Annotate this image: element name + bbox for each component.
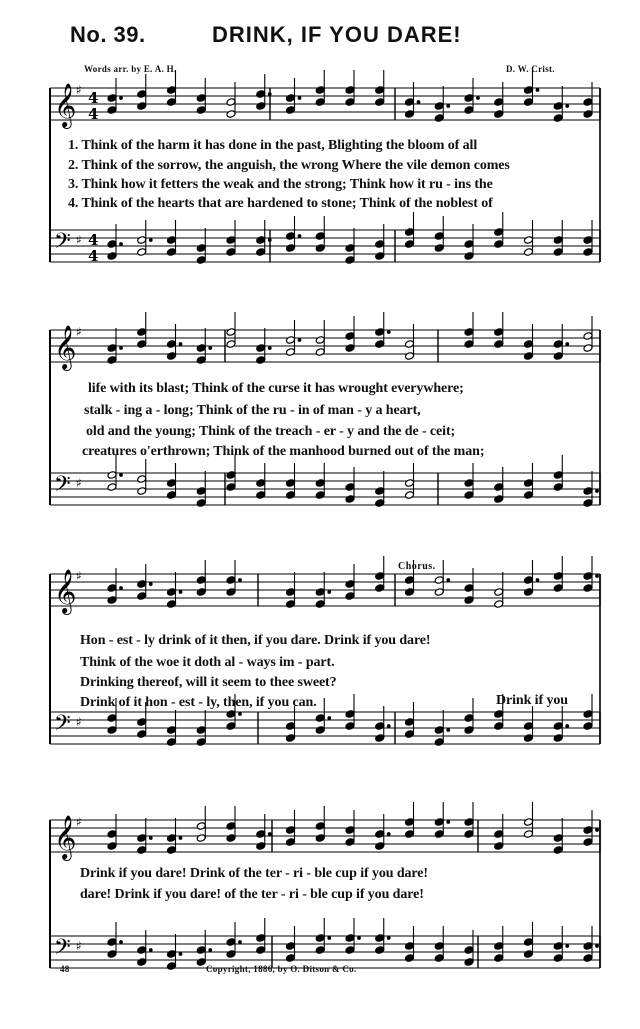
dot (566, 725, 569, 728)
verse-line: Think of the woe it doth al - ways im - part. (80, 655, 335, 670)
verse-line: 2. Think of the sorrow, the anguish, the wrong Where the vile demon comes (68, 158, 510, 173)
sharp-icon: ♯ (76, 939, 82, 953)
hymn-title: DRINK, IF YOU DARE! (212, 22, 462, 47)
treble-clef-icon: 𝄞 (54, 569, 77, 613)
dot (387, 331, 390, 334)
dot (596, 829, 599, 832)
dot (328, 591, 331, 594)
treble-clef-icon: 𝄞 (54, 815, 77, 859)
dot (239, 579, 242, 582)
sharp-icon: ♯ (76, 325, 82, 339)
bass-clef-icon: 𝄢 (54, 472, 71, 502)
dot (596, 945, 599, 948)
bass-clef-icon: 𝄢 (54, 935, 71, 965)
dot (179, 343, 182, 346)
page-number: 48 (60, 964, 70, 974)
verse-line: life with its blast; Think of the curse it has wrought everywhere; (88, 381, 464, 396)
dot (447, 821, 450, 824)
verse-line: dare! Drink if you dare! of the ter - ri - ble cup if you dare! (80, 887, 424, 902)
dot (566, 343, 569, 346)
dot (447, 729, 450, 732)
verse-line: stalk - ing a - long; Think of the ru - in of man - y a heart, (84, 403, 421, 418)
dot (149, 949, 152, 952)
time-signature: 4 (88, 89, 99, 107)
dot (417, 101, 420, 104)
verse-line: Drink if you dare! Drink of the ter - ri - ble cup if you dare! (80, 866, 428, 881)
verse-line: Drink of it hon - est - ly, then, if you can. (80, 695, 317, 710)
dot (120, 243, 123, 246)
dot (298, 235, 301, 238)
dot (268, 833, 271, 836)
dot (298, 97, 301, 100)
dot (239, 941, 242, 944)
dot (387, 725, 390, 728)
dot (120, 347, 123, 350)
dot (358, 937, 361, 940)
dot (566, 105, 569, 108)
dot (239, 713, 242, 716)
bass-clef-icon: 𝄢 (54, 711, 71, 741)
dot (268, 239, 271, 242)
chorus-label: Chorus. (398, 561, 436, 572)
treble-clef-icon: 𝄞 (54, 83, 77, 127)
time-signature: 4 (88, 231, 99, 249)
dot (120, 474, 123, 477)
dot (209, 949, 212, 952)
dot (120, 587, 123, 590)
hymn-number: No. 39. (70, 22, 146, 47)
dot (209, 347, 212, 350)
words-credit: Words arr. by E. A. H. (84, 64, 177, 74)
dot (566, 945, 569, 948)
bass-lyric: Drink if you (496, 693, 568, 708)
sharp-icon: ♯ (76, 233, 82, 247)
bass-clef-icon: 𝄢 (54, 229, 71, 259)
dot (179, 837, 182, 840)
dot (536, 579, 539, 582)
dot (328, 717, 331, 720)
verse-line: old and the young; Think of the treach - er - y and the de - ceit; (86, 424, 456, 439)
sharp-icon: ♯ (76, 815, 82, 829)
verse-line: creatures o'erthrown; Think of the manhood burned out of the man; (82, 444, 485, 459)
dot (328, 937, 331, 940)
music-credit: D. W. Crist. (506, 64, 555, 74)
verse-line: 3. Think how it fetters the weak and the strong; Think how it ru - ins the (68, 177, 493, 192)
dot (268, 93, 271, 96)
dot (120, 97, 123, 100)
sharp-icon: ♯ (76, 569, 82, 583)
dot (120, 941, 123, 944)
dot (596, 490, 599, 493)
dot (268, 347, 271, 350)
dot (149, 239, 152, 242)
dot (447, 579, 450, 582)
verse-line: Drinking thereof, will it seem to thee sweet? (80, 675, 337, 690)
dot (596, 575, 599, 578)
dot (447, 105, 450, 108)
verse-line: 1. Think of the harm it has done in the past, Blighting the bloom of all (68, 138, 478, 153)
dot (179, 591, 182, 594)
time-signature: 4 (88, 247, 99, 265)
dot (387, 833, 390, 836)
dot (387, 937, 390, 940)
dot (477, 97, 480, 100)
dot (149, 583, 152, 586)
treble-clef-icon: 𝄞 (54, 325, 77, 369)
sharp-icon: ♯ (76, 715, 82, 729)
dot (149, 837, 152, 840)
copyright: Copyright, 1886, by O. Ditson & Co. (206, 964, 357, 974)
verse-line: 4. Think of the hearts that are hardened to stone; Think of the noblest of (68, 196, 493, 211)
sharp-icon: ♯ (76, 476, 82, 490)
time-signature: 4 (88, 105, 99, 123)
dot (298, 339, 301, 342)
dot (179, 953, 182, 956)
dot (536, 89, 539, 92)
sharp-icon: ♯ (76, 83, 82, 97)
verse-line: Hon - est - ly drink of it then, if you dare. Drink if you dare! (80, 633, 431, 648)
